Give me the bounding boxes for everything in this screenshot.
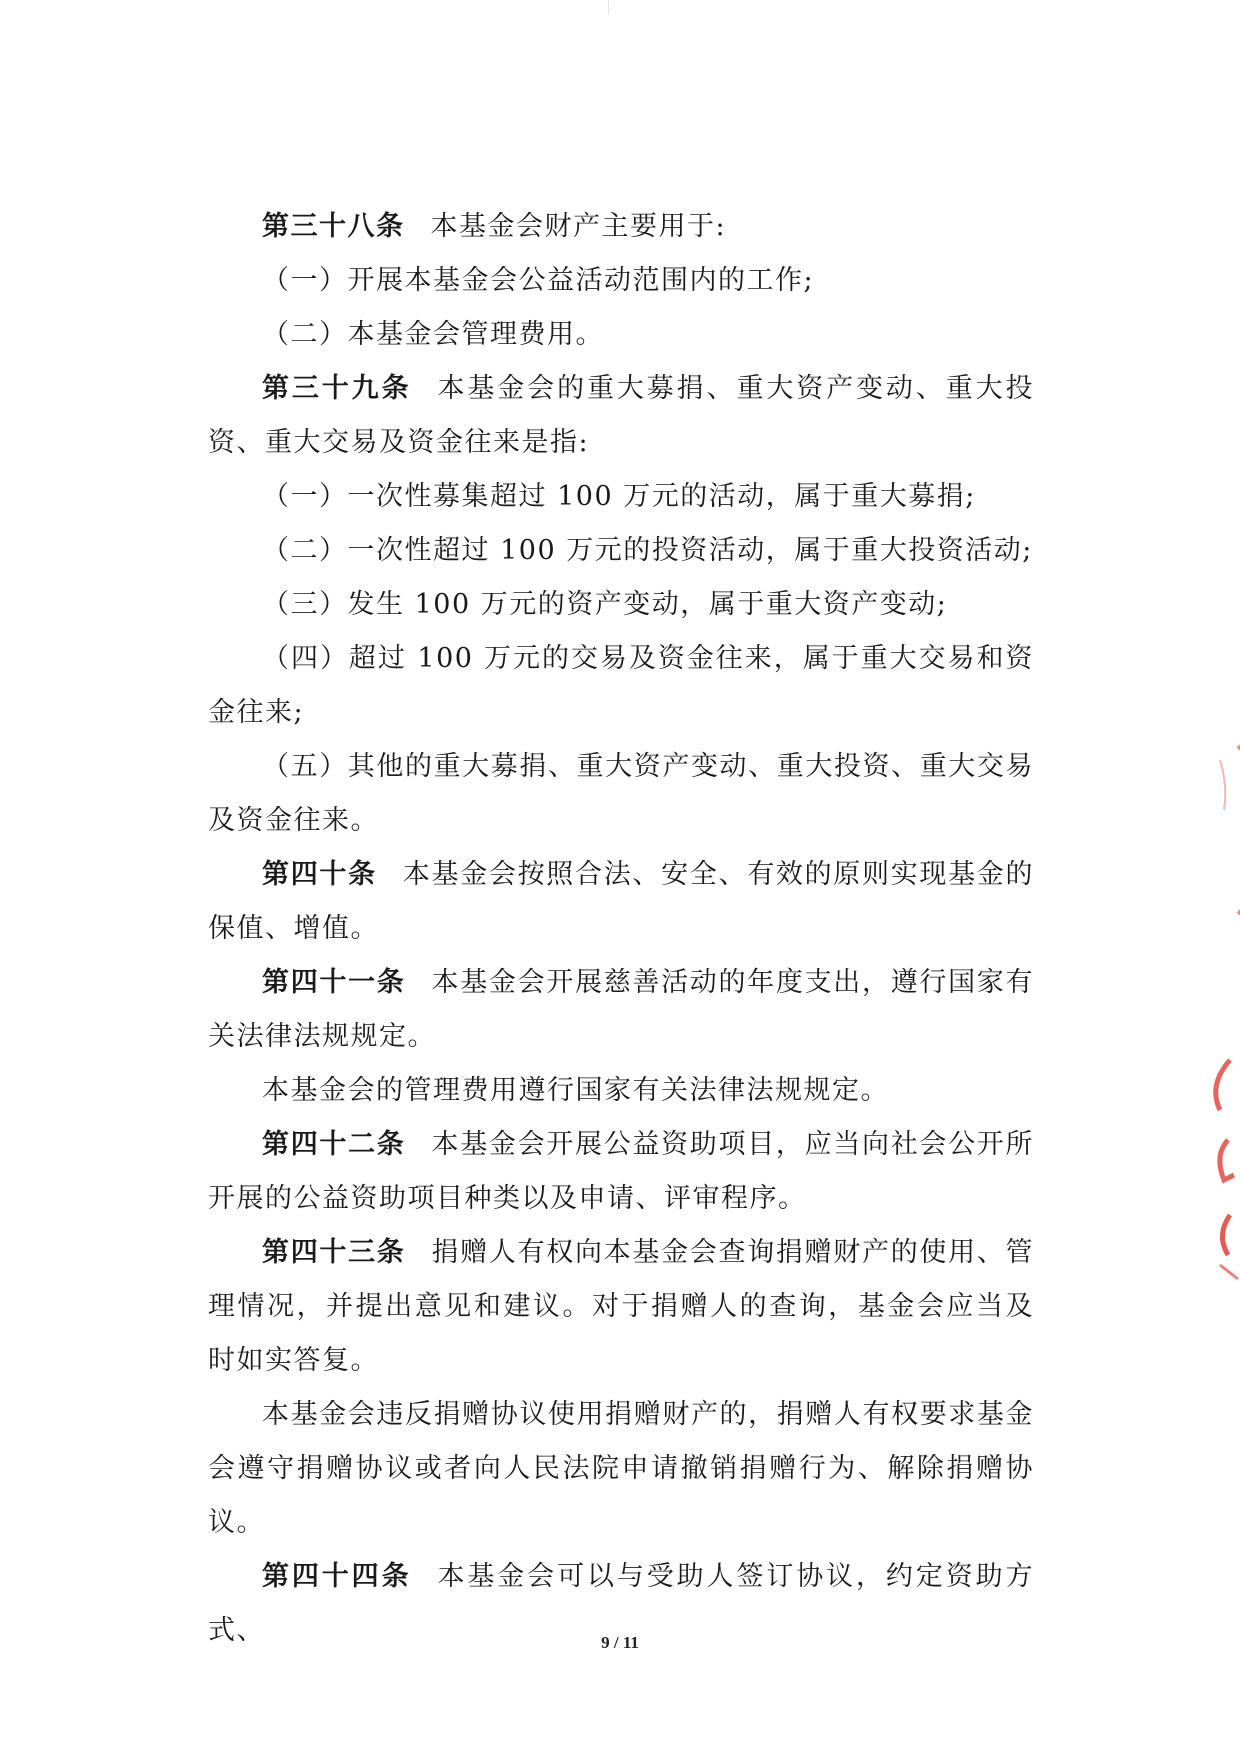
article-number: 第四十三条 (262, 1237, 406, 1268)
article-paragraph (208, 956, 1034, 1064)
article-number: 第四十四条 (262, 1561, 412, 1592)
article-number: 第四十一条 (262, 967, 406, 998)
page-number: 9 / 11 (601, 1633, 639, 1652)
article-paragraph (208, 200, 1034, 254)
paragraph-text: 本基金会开展公益资助项目，应当向社会公开所开展的公益资助项目种类以及申请、评审程序。 (208, 1129, 1034, 1214)
article-number: 第三十九条 (262, 373, 412, 404)
paragraph-text: （二）本基金会管理费用。 (262, 319, 604, 350)
clause-paragraph (208, 308, 1034, 362)
paragraph-text: （四）超过 100 万元的交易及资金往来，属于重大交易和资金往来; (208, 643, 1034, 728)
document-body (208, 200, 1034, 1658)
clause-paragraph (208, 578, 1034, 632)
article-paragraph (208, 362, 1034, 470)
paragraph-text: （一）一次性募集超过 100 万元的活动，属于重大募捐; (262, 481, 976, 512)
paragraph-text: 本基金会按照合法、安全、有效的原则实现基金的保值、增值。 (208, 859, 1035, 944)
article-paragraph (208, 1226, 1034, 1388)
paragraph-text: （三）发生 100 万元的资产变动，属于重大资产变动; (262, 589, 948, 620)
article-number: 第四十二条 (262, 1129, 406, 1160)
paragraph-text: 本基金会的管理费用遵行国家有关法律法规规定。 (262, 1075, 889, 1106)
paragraph-text: （五）其他的重大募捐、重大资产变动、重大投资、重大交易及资金往来。 (208, 751, 1034, 836)
paragraph-text: （二）一次性超过 100 万元的投资活动，属于重大投资活动; (262, 535, 1033, 566)
clause-paragraph (208, 524, 1034, 578)
article-paragraph (208, 848, 1034, 956)
paragraph-text: 本基金会开展慈善活动的年度支出，遵行国家有关法律法规规定。 (208, 967, 1034, 1052)
seal-stamp-lower (1200, 1055, 1240, 1285)
paragraph-text: 本基金会财产主要用于: (430, 211, 727, 242)
clause-paragraph (208, 632, 1034, 740)
paragraph-text: 本基金会的重大募捐、重大资产变动、重大投资、重大交易及资金往来是指: (208, 373, 1035, 458)
clause-paragraph (208, 740, 1034, 848)
article-number: 第四十条 (262, 859, 377, 890)
seal-stamp-upper (1180, 740, 1240, 920)
clause-paragraph (208, 1388, 1034, 1550)
clause-paragraph (208, 1064, 1034, 1118)
clause-paragraph (208, 470, 1034, 524)
article-number: 第三十八条 (262, 211, 405, 242)
paragraph-text: 本基金会违反捐赠协议使用捐赠财产的，捐赠人有权要求基金会遵守捐赠协议或者向人民法院申请撤销捐赠行为、解除捐赠协议。 (208, 1399, 1034, 1538)
paragraph-text: （一）开展本基金会公益活动范围内的工作; (262, 265, 815, 296)
clause-paragraph (208, 254, 1034, 308)
scan-mark (608, 0, 609, 14)
paragraph-text: 捐赠人有权向本基金会查询捐赠财产的使用、管理情况，并提出意见和建议。对于捐赠人的查询，基金会应当及时如实答复。 (208, 1237, 1034, 1376)
article-paragraph (208, 1118, 1034, 1226)
paragraph-text: 本基金会可以与受助人签订协议，约定资助方式、 (208, 1561, 1035, 1646)
